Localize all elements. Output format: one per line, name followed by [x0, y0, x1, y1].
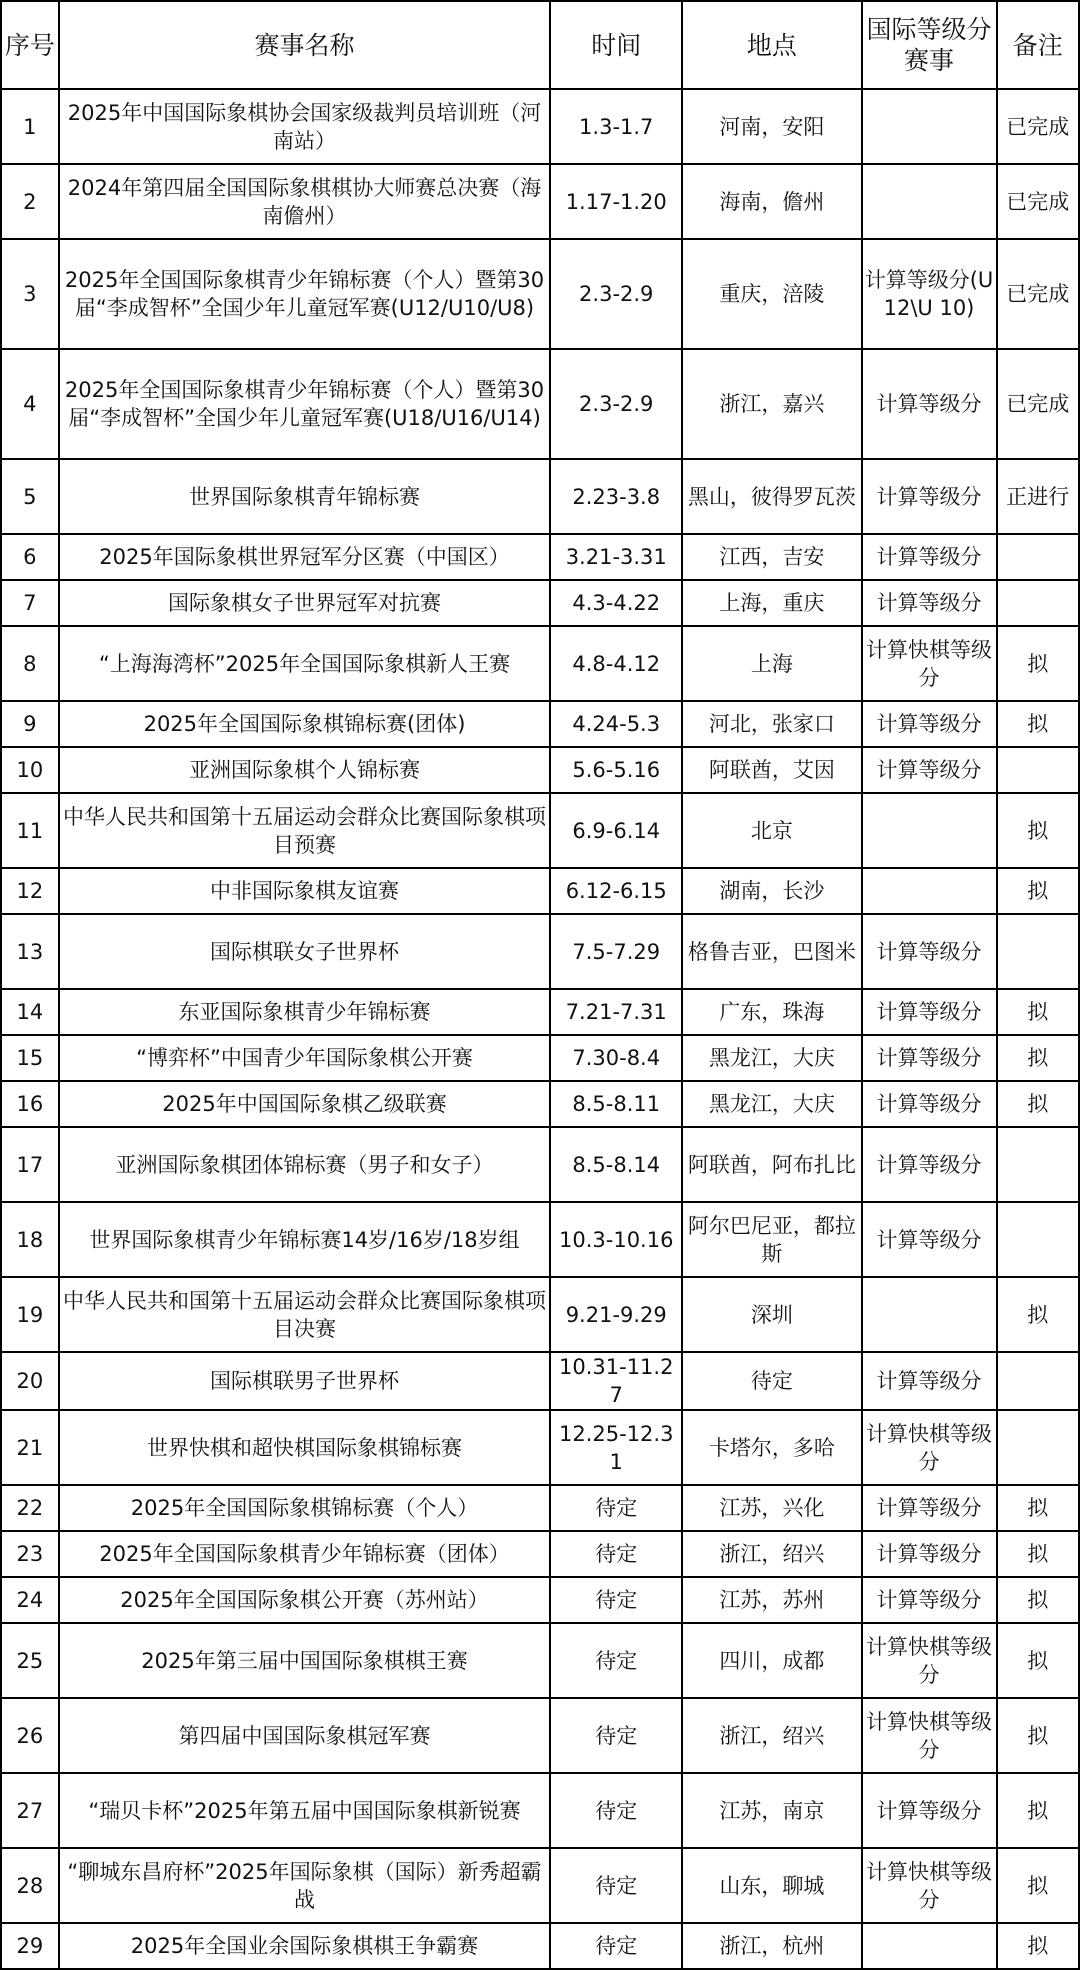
cell-location: 深圳: [682, 1277, 861, 1352]
cell-location: 格鲁吉亚，巴图米: [682, 914, 861, 989]
header-row: [1, 1, 1079, 89]
cell-event-name: 世界快棋和超快棋国际象棋锦标赛: [59, 1410, 551, 1485]
cell-location: 浙江，绍兴: [682, 1531, 861, 1577]
cell-rated-event: [862, 868, 997, 914]
cell-event-name: 中华人民共和国第十五届运动会群众比赛国际象棋项目预赛: [59, 793, 551, 868]
cell-event-name: 亚洲国际象棋团体锦标赛（男子和女子）: [59, 1127, 551, 1202]
table-row: [1, 1623, 1079, 1698]
cell-number: 3: [1, 239, 59, 349]
cell-event-name: 国际棋联男子世界杯: [59, 1352, 551, 1410]
cell-location: 河南，安阳: [682, 89, 861, 164]
cell-remarks: 拟: [997, 868, 1080, 914]
cell-time: 待定: [550, 1485, 682, 1531]
cell-remarks: [997, 1352, 1080, 1410]
cell-number: 19: [1, 1277, 59, 1352]
cell-rated-event: 计算等级分: [862, 747, 997, 793]
cell-remarks: 已完成: [997, 89, 1080, 164]
table-row: [1, 1352, 1079, 1410]
cell-number: 13: [1, 914, 59, 989]
cell-rated-event: 计算快棋等级分: [862, 626, 997, 701]
cell-event-name: 国际象棋女子世界冠军对抗赛: [59, 580, 551, 626]
cell-location: 阿联酋，阿布扎比: [682, 1127, 861, 1202]
cell-event-name: “博弈杯”中国青少年国际象棋公开赛: [59, 1035, 551, 1081]
table-row: [1, 868, 1079, 914]
cell-rated-event: 计算等级分: [862, 989, 997, 1035]
cell-time: 待定: [550, 1698, 682, 1773]
cell-event-name: “聊城东昌府杯”2025年国际象棋（国际）新秀超霸战: [59, 1848, 551, 1923]
cell-rated-event: 计算等级分: [862, 1773, 997, 1848]
cell-rated-event: 计算等级分: [862, 1352, 997, 1410]
cell-remarks: 拟: [997, 1623, 1080, 1698]
cell-rated-event: 计算等级分: [862, 534, 997, 580]
cell-rated-event: 计算等级分: [862, 1081, 997, 1127]
cell-location: 广东，珠海: [682, 989, 861, 1035]
cell-number: 18: [1, 1202, 59, 1277]
cell-event-name: 2025年全国国际象棋锦标赛(团体): [59, 701, 551, 747]
cell-rated-event: 计算等级分: [862, 580, 997, 626]
cell-remarks: 拟: [997, 989, 1080, 1035]
cell-rated-event: 计算快棋等级分: [862, 1848, 997, 1923]
table-row: [1, 1202, 1079, 1277]
cell-remarks: 拟: [997, 1531, 1080, 1577]
cell-location: 阿尔巴尼亚，都拉斯: [682, 1202, 861, 1277]
cell-time: 2.3-2.9: [550, 239, 682, 349]
cell-rated-event: 计算等级分: [862, 1531, 997, 1577]
cell-time: 8.5-8.11: [550, 1081, 682, 1127]
table-row: [1, 1485, 1079, 1531]
cell-remarks: 拟: [997, 1848, 1080, 1923]
cell-time: 10.3-10.16: [550, 1202, 682, 1277]
table-row: [1, 1577, 1079, 1623]
cell-location: 黑龙江，大庆: [682, 1081, 861, 1127]
cell-number: 8: [1, 626, 59, 701]
table-row: [1, 1081, 1079, 1127]
cell-time: 10.31-11.27: [550, 1352, 682, 1410]
cell-time: 4.8-4.12: [550, 626, 682, 701]
cell-time: 待定: [550, 1623, 682, 1698]
cell-event-name: 2025年中国国际象棋乙级联赛: [59, 1081, 551, 1127]
cell-number: 28: [1, 1848, 59, 1923]
cell-rated-event: 计算等级分: [862, 349, 997, 459]
cell-event-name: 2025年全国国际象棋锦标赛（个人）: [59, 1485, 551, 1531]
cell-remarks: 已完成: [997, 239, 1080, 349]
table-row: [1, 793, 1079, 868]
cell-number: 6: [1, 534, 59, 580]
cell-location: 江苏，苏州: [682, 1577, 861, 1623]
header-rated-event: 国际等级分赛事: [862, 1, 997, 89]
header-remarks: 备注: [997, 1, 1080, 89]
cell-time: 2.3-2.9: [550, 349, 682, 459]
cell-time: 待定: [550, 1923, 682, 1969]
cell-number: 14: [1, 989, 59, 1035]
cell-number: 15: [1, 1035, 59, 1081]
cell-time: 3.21-3.31: [550, 534, 682, 580]
cell-number: 4: [1, 349, 59, 459]
cell-remarks: 拟: [997, 1277, 1080, 1352]
cell-event-name: “瑞贝卡杯”2025年第五届中国国际象棋新锐赛: [59, 1773, 551, 1848]
cell-event-name: 中非国际象棋友谊赛: [59, 868, 551, 914]
cell-time: 7.5-7.29: [550, 914, 682, 989]
cell-event-name: 2025年国际象棋世界冠军分区赛（中国区）: [59, 534, 551, 580]
cell-remarks: [997, 914, 1080, 989]
table-row: [1, 1410, 1079, 1485]
cell-location: 上海，重庆: [682, 580, 861, 626]
cell-number: 29: [1, 1923, 59, 1969]
cell-time: 1.17-1.20: [550, 164, 682, 239]
table-row: [1, 1127, 1079, 1202]
table-row: [1, 89, 1079, 164]
cell-remarks: [997, 747, 1080, 793]
cell-remarks: 正进行: [997, 459, 1080, 534]
cell-rated-event: [862, 89, 997, 164]
cell-number: 24: [1, 1577, 59, 1623]
cell-event-name: 东亚国际象棋青少年锦标赛: [59, 989, 551, 1035]
cell-number: 26: [1, 1698, 59, 1773]
table-row: [1, 1848, 1079, 1923]
cell-location: 海南，儋州: [682, 164, 861, 239]
cell-event-name: 2025年第三届中国国际象棋棋王赛: [59, 1623, 551, 1698]
cell-rated-event: 计算等级分: [862, 1035, 997, 1081]
cell-number: 16: [1, 1081, 59, 1127]
cell-number: 7: [1, 580, 59, 626]
cell-time: 7.30-8.4: [550, 1035, 682, 1081]
cell-time: 7.21-7.31: [550, 989, 682, 1035]
table-body: [1, 1, 1079, 1969]
cell-number: 21: [1, 1410, 59, 1485]
cell-location: 江西，吉安: [682, 534, 861, 580]
cell-number: 20: [1, 1352, 59, 1410]
cell-event-name: 2025年全国国际象棋青少年锦标赛（个人）暨第30届“李成智杯”全国少年儿童冠军赛(U18/U16/U14): [59, 349, 551, 459]
cell-event-name: 第四届中国国际象棋冠军赛: [59, 1698, 551, 1773]
cell-number: 17: [1, 1127, 59, 1202]
cell-time: 待定: [550, 1848, 682, 1923]
cell-remarks: [997, 1202, 1080, 1277]
cell-remarks: 拟: [997, 701, 1080, 747]
cell-event-name: 2025年全国业余国际象棋棋王争霸赛: [59, 1923, 551, 1969]
cell-event-name: 世界国际象棋青年锦标赛: [59, 459, 551, 534]
table-row: [1, 989, 1079, 1035]
cell-location: 河北，张家口: [682, 701, 861, 747]
cell-time: 待定: [550, 1577, 682, 1623]
cell-location: 卡塔尔，多哈: [682, 1410, 861, 1485]
cell-time: 1.3-1.7: [550, 89, 682, 164]
cell-event-name: 亚洲国际象棋个人锦标赛: [59, 747, 551, 793]
table-row: [1, 1923, 1079, 1969]
cell-location: 重庆，涪陵: [682, 239, 861, 349]
header-event-name: 赛事名称: [59, 1, 551, 89]
cell-event-name: 2024年第四届全国国际象棋棋协大师赛总决赛（海南儋州）: [59, 164, 551, 239]
table-row: [1, 1773, 1079, 1848]
cell-rated-event: 计算快棋等级分: [862, 1698, 997, 1773]
cell-rated-event: 计算快棋等级分: [862, 1410, 997, 1485]
table-row: [1, 701, 1079, 747]
table-row: [1, 459, 1079, 534]
cell-number: 22: [1, 1485, 59, 1531]
cell-number: 5: [1, 459, 59, 534]
cell-remarks: 拟: [997, 1081, 1080, 1127]
cell-event-name: “上海海湾杯”2025年全国国际象棋新人王赛: [59, 626, 551, 701]
table-row: [1, 914, 1079, 989]
cell-number: 11: [1, 793, 59, 868]
cell-number: 2: [1, 164, 59, 239]
cell-event-name: 2025年中国国际象棋协会国家级裁判员培训班（河南站）: [59, 89, 551, 164]
cell-remarks: [997, 1127, 1080, 1202]
table-row: [1, 239, 1079, 349]
cell-remarks: 拟: [997, 1485, 1080, 1531]
cell-remarks: [997, 580, 1080, 626]
table-row: [1, 1531, 1079, 1577]
cell-remarks: 已完成: [997, 164, 1080, 239]
cell-location: 上海: [682, 626, 861, 701]
cell-remarks: 拟: [997, 626, 1080, 701]
cell-location: 黑山，彼得罗瓦茨: [682, 459, 861, 534]
cell-event-name: 2025年全国国际象棋青少年锦标赛（团体）: [59, 1531, 551, 1577]
cell-rated-event: [862, 1923, 997, 1969]
table-row: [1, 164, 1079, 239]
cell-rated-event: [862, 164, 997, 239]
cell-time: 待定: [550, 1531, 682, 1577]
cell-time: 5.6-5.16: [550, 747, 682, 793]
table-row: [1, 580, 1079, 626]
cell-rated-event: 计算等级分(U12\U 10): [862, 239, 997, 349]
header-time: 时间: [550, 1, 682, 89]
header-number: 序号: [1, 1, 59, 89]
cell-rated-event: 计算等级分: [862, 459, 997, 534]
table-row: [1, 1698, 1079, 1773]
cell-number: 23: [1, 1531, 59, 1577]
table-row: [1, 349, 1079, 459]
cell-location: 待定: [682, 1352, 861, 1410]
cell-number: 9: [1, 701, 59, 747]
cell-remarks: 拟: [997, 1035, 1080, 1081]
table-row: [1, 1035, 1079, 1081]
cell-time: 6.12-6.15: [550, 868, 682, 914]
cell-rated-event: [862, 1277, 997, 1352]
table-row: [1, 747, 1079, 793]
cell-time: 6.9-6.14: [550, 793, 682, 868]
table-row: [1, 626, 1079, 701]
cell-time: 4.3-4.22: [550, 580, 682, 626]
cell-number: 1: [1, 89, 59, 164]
table-row: [1, 1277, 1079, 1352]
cell-time: 4.24-5.3: [550, 701, 682, 747]
cell-location: 山东，聊城: [682, 1848, 861, 1923]
cell-event-name: 2025年全国国际象棋青少年锦标赛（个人）暨第30届“李成智杯”全国少年儿童冠军赛(U12/U10/U8): [59, 239, 551, 349]
cell-location: 湖南，长沙: [682, 868, 861, 914]
cell-rated-event: 计算等级分: [862, 914, 997, 989]
cell-number: 10: [1, 747, 59, 793]
cell-location: 江苏，兴化: [682, 1485, 861, 1531]
cell-location: 北京: [682, 793, 861, 868]
cell-number: 12: [1, 868, 59, 914]
cell-rated-event: 计算等级分: [862, 1577, 997, 1623]
cell-remarks: 拟: [997, 1698, 1080, 1773]
cell-time: 待定: [550, 1773, 682, 1848]
cell-location: 阿联酋，艾因: [682, 747, 861, 793]
cell-time: 12.25-12.31: [550, 1410, 682, 1485]
cell-rated-event: 计算等级分: [862, 1485, 997, 1531]
cell-remarks: 拟: [997, 1923, 1080, 1969]
cell-time: 2.23-3.8: [550, 459, 682, 534]
cell-rated-event: 计算快棋等级分: [862, 1623, 997, 1698]
cell-remarks: [997, 1410, 1080, 1485]
cell-time: 9.21-9.29: [550, 1277, 682, 1352]
cell-rated-event: 计算等级分: [862, 701, 997, 747]
cell-location: 浙江，绍兴: [682, 1698, 861, 1773]
table-row: [1, 534, 1079, 580]
cell-rated-event: [862, 793, 997, 868]
cell-remarks: 已完成: [997, 349, 1080, 459]
cell-remarks: 拟: [997, 1577, 1080, 1623]
header-location: 地点: [682, 1, 861, 89]
cell-location: 浙江，嘉兴: [682, 349, 861, 459]
cell-number: 27: [1, 1773, 59, 1848]
cell-location: 四川，成都: [682, 1623, 861, 1698]
cell-location: 黑龙江，大庆: [682, 1035, 861, 1081]
cell-event-name: 国际棋联女子世界杯: [59, 914, 551, 989]
cell-event-name: 世界国际象棋青少年锦标赛14岁/16岁/18岁组: [59, 1202, 551, 1277]
cell-location: 江苏，南京: [682, 1773, 861, 1848]
cell-rated-event: 计算等级分: [862, 1127, 997, 1202]
cell-number: 25: [1, 1623, 59, 1698]
cell-time: 8.5-8.14: [550, 1127, 682, 1202]
cell-rated-event: 计算等级分: [862, 1202, 997, 1277]
cell-event-name: 2025年全国国际象棋公开赛（苏州站）: [59, 1577, 551, 1623]
cell-remarks: [997, 534, 1080, 580]
cell-event-name: 中华人民共和国第十五届运动会群众比赛国际象棋项目决赛: [59, 1277, 551, 1352]
cell-remarks: 拟: [997, 1773, 1080, 1848]
cell-remarks: 拟: [997, 793, 1080, 868]
cell-location: 浙江，杭州: [682, 1923, 861, 1969]
